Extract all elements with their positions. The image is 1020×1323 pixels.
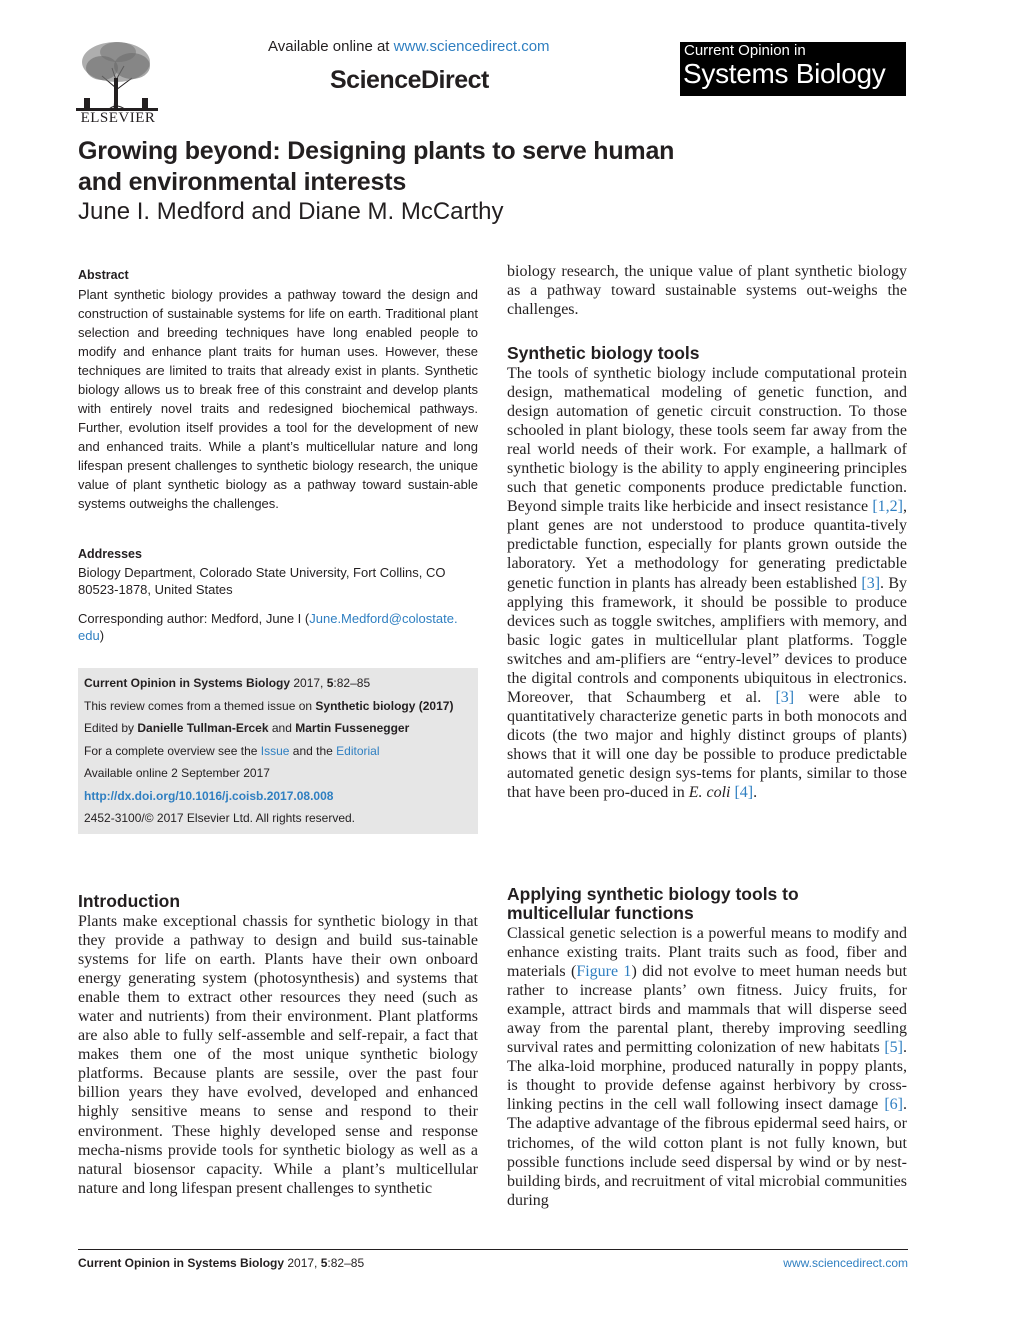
footer-volume: 5 xyxy=(320,1256,328,1270)
corresponding-author xyxy=(78,610,468,644)
applying-heading xyxy=(507,885,907,923)
ref-3b-link[interactable]: [3] xyxy=(775,688,795,706)
info-citation xyxy=(84,676,370,690)
sciencedirect-wordmark: ScienceDirect xyxy=(330,66,489,94)
corresponding-suffix: ) xyxy=(99,628,105,643)
ref-4-link[interactable]: [4] xyxy=(734,784,754,802)
info-doi-row xyxy=(84,789,333,803)
applying-p1: Classical genetic selection is a powerful means to modify and enhance existing traits. Plant traits such as food, fiber and materials ( xyxy=(507,925,907,981)
title-line-1: Growing beyond: Designing plants to serve human xyxy=(78,137,675,165)
abstract-text: Plant synthetic biology provides a pathway toward the design and construction of sustainable systems for life on earth. Traditional plant selection and breeding techniques have long enabled people to modify and enhance plant traits for human uses. However, these techniques are limited to traits that already exist in plants. Synthetic biology allows us to break free of this constraint and develop plants with entirely novel traits and redesigned biochemical pathways. Further, evolution itself provides a tool for the development of new and enhanced traits. While a plant’s multicellular nature and long lifespan present challenges to synthetic biology research, the unique value of plant synthetic biology as a pathway toward sustain-able systems outweighs the challenges. xyxy=(78,287,478,511)
article-title xyxy=(78,136,838,198)
tree-icon xyxy=(72,40,162,112)
applying-p3: . The alka-loid morphine, produced naturally in poppy plants, is thought to provide defense against herbivory by cross-linking pectins in the cell wall following insect damage xyxy=(507,1039,907,1114)
issue-link[interactable]: Issue xyxy=(260,744,290,758)
journal-logo-box xyxy=(680,42,906,96)
tools-p4: were able to quantitatively characterize genetic parts in both monocots and dicots (the two major and highly distinct groups of plants) shows that it will one day be possible to produce predictable automated genetic design sys-tems for plants, similar to those that have been pro-duced in xyxy=(507,688,907,802)
email-part-1: June.Medford@colostate. xyxy=(309,611,458,626)
addresses-heading: Addresses xyxy=(78,547,142,561)
info-year: 2017, xyxy=(290,676,327,690)
applying-text xyxy=(507,924,907,1210)
themed-prefix: This review comes from a themed issue on xyxy=(84,699,316,713)
overview-prefix: For a complete overview see the xyxy=(84,744,261,758)
overview-and: and the xyxy=(289,744,337,758)
info-pages: :82–85 xyxy=(333,676,371,690)
corresponding-prefix: Corresponding author: Medford, June I ( xyxy=(78,611,310,626)
journal-logo-line1: Current Opinion in xyxy=(684,42,806,59)
themed-issue-name: Synthetic biology (2017) xyxy=(315,699,454,713)
article-info-box xyxy=(78,668,478,834)
tools-p3: . By applying this framework, it should be possible to produce devices such as toggle switches, amplifiers with memory, and basic logic gates in multicellular plant platforms. Toggle switches and am-plifiers are “entry-level” devices to produce the digital controls and components ubiquitous in electronics. Moreover, that Schaumberg et al. xyxy=(507,574,907,706)
info-editors xyxy=(84,721,409,735)
edited-and: and xyxy=(268,721,296,735)
abstract-heading: Abstract xyxy=(78,268,129,282)
available-prefix: Available online at xyxy=(268,38,394,55)
ecoli-italic: E. coli xyxy=(688,784,731,802)
footer-sciencedirect-link[interactable]: www.sciencedirect.com xyxy=(783,1256,908,1270)
info-copyright: 2452-3100/© 2017 Elsevier Ltd. All rights reserved. xyxy=(84,811,355,825)
ref-3-link[interactable]: [3] xyxy=(861,574,881,592)
ref-6-link[interactable]: [6] xyxy=(884,1096,903,1114)
footer-citation xyxy=(78,1256,364,1270)
info-volume: 5 xyxy=(326,676,334,690)
editor-1: Danielle Tullman-Ercek xyxy=(137,721,269,735)
footer-rule xyxy=(78,1249,908,1250)
footer-pages: :82–85 xyxy=(327,1256,365,1270)
article-authors: June I. Medford and Diane M. McCarthy xyxy=(78,198,504,225)
tools-p1: The tools of synthetic biology include computational protein design, mathematical modeling of genetic function, and design automation of genetic circuit construction. To those schooled in plant biology, these tools seem far away from the real world needs of their work. For example, a hallmark of synthetic biology is the ability to apply engineering principles such that genetic components produce predictable function. Beyond simple traits like herbicide and insect resistance xyxy=(507,365,907,516)
edited-prefix: Edited by xyxy=(84,721,138,735)
address-line-1: Biology Department, Colorado State University, Fort Collins, CO xyxy=(78,565,446,580)
introduction-heading: Introduction xyxy=(78,891,181,911)
info-journal: Current Opinion in Systems Biology xyxy=(84,676,291,690)
continued-paragraph: biology research, the unique value of plant synthetic biology as a pathway toward sustainable systems out-weighs the challenges. xyxy=(507,263,907,319)
applying-p2: ) did not evolve to meet human needs but rather to increase plants’ own fitness. Juicy fruits, for example, attract birds and mammals that will disperse seed away from the parental plant, thereby improving seedling survival rates and permitting colonization of new habitats xyxy=(507,963,908,1057)
applying-heading-line2: multicellular functions xyxy=(507,903,694,923)
applying-heading-line1: Applying synthetic biology tools to xyxy=(507,884,799,904)
tools-text xyxy=(507,364,907,802)
address-line-2: 80523-1878, United States xyxy=(78,582,233,597)
title-line-2: and environmental interests xyxy=(78,168,407,196)
available-online-line xyxy=(268,38,550,55)
introduction-text: Plants make exceptional chassis for synthetic biology in that they provide a pathway to design and build sus-tainable systems for life on earth. Plants have their own onboard energy generating system (photosynthesis) and systems that enable them to extract other resources they need (such as water and nutrients) from their environment. Plant platforms are also able to fully self-assemble and self-repair, a fact that makes them one of the most unique synthetic biology platforms. Because plants are sessile, over the past four billion years they have evolved, developed and enhanced highly sensitive means to sense and respond to their environment. These highly developed sense and response mecha-nisms provide tools for synthetic biology as well as a natural biosensor capacity. While a plant’s multicellular nature and long lifespan present challenges to synthetic xyxy=(78,913,478,1197)
editorial-link[interactable]: Editorial xyxy=(336,744,380,758)
tools-end: . xyxy=(753,784,758,802)
ref-5-link[interactable]: [5] xyxy=(884,1039,903,1057)
addresses-text xyxy=(78,564,478,598)
journal-logo-line2: Systems Biology xyxy=(683,58,886,89)
doi-link[interactable]: http://dx.doi.org/10.1016/j.coisb.2017.08.008 xyxy=(84,789,334,803)
email-part-2: edu xyxy=(78,628,100,643)
tools-heading: Synthetic biology tools xyxy=(507,343,700,363)
applying-p4: . The adaptive advantage of the fibrous epidermal seed hairs, or trichomes, of the wild cotton plant is not fully known, but possible functions include seed dispersal by wind or by nest-building birds, and recruitment of vital microbial communities during xyxy=(507,1096,907,1209)
info-overview xyxy=(84,744,380,758)
footer-year: 2017, xyxy=(284,1256,321,1270)
figure-1-link[interactable]: Figure 1 xyxy=(576,963,632,981)
ref-1-2-link[interactable]: [1,2] xyxy=(872,498,903,516)
info-themed-issue xyxy=(84,699,453,713)
sciencedirect-link[interactable]: www.sciencedirect.com xyxy=(393,38,550,55)
info-available-date: Available online 2 September 2017 xyxy=(84,766,270,780)
editor-2: Martin Fussenegger xyxy=(295,721,410,735)
publisher-wordmark: ELSEVIER xyxy=(80,110,156,126)
tools-p2: , plant genes are not understood to produce quantita-tively predictable function, especially for plants grown outside the laboratory. Yet a methodology for generating predictable genetic function in plants has already been established xyxy=(507,498,907,592)
footer-journal: Current Opinion in Systems Biology xyxy=(78,1256,285,1270)
